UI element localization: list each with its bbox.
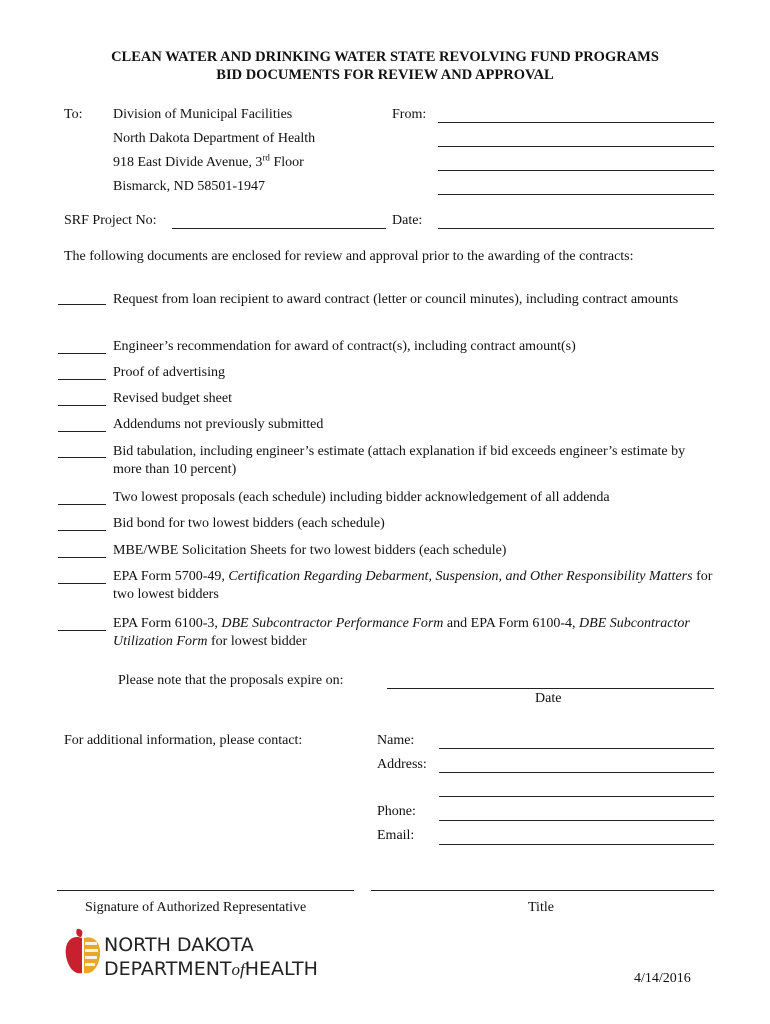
contact-address-label: Address: [377, 757, 427, 772]
from-line-2[interactable] [438, 146, 714, 147]
to-address-line4: Bismarck, ND 58501-1947 [113, 179, 266, 194]
to-address-line1: Division of Municipal Facilities [113, 107, 293, 122]
contact-email-field[interactable] [439, 844, 714, 845]
checklist-item-9: MBE/WBE Solicitation Sheets for two lowest bidders (each schedule) [113, 543, 507, 558]
expire-date-caption: Date [535, 691, 562, 706]
from-line-4[interactable] [438, 194, 714, 195]
contact-name-label: Name: [377, 733, 415, 748]
from-line-1[interactable] [438, 122, 714, 123]
logo-text-line2: DEPARTMENTofHEALTH [104, 958, 318, 980]
contact-email-label: Email: [377, 828, 415, 843]
checklist-blank-10[interactable] [58, 583, 106, 584]
contact-label: For additional information, please contact: [64, 733, 303, 748]
footer-date: 4/14/2016 [634, 971, 691, 986]
signature-line[interactable] [57, 890, 354, 891]
checklist-item-6: Bid tabulation, including engineer’s estimate (attach explanation if bid exceeds engineer’s estimate by more than 10 percent) [113, 444, 686, 477]
to-label: To: [64, 107, 83, 122]
checklist-blank-9[interactable] [58, 557, 106, 558]
checklist-item-7: Two lowest proposals (each schedule) including bidder acknowledgement of all addenda [113, 490, 610, 505]
checklist-item-4: Revised budget sheet [113, 391, 232, 406]
checklist-blank-8[interactable] [58, 530, 106, 531]
from-label: From: [392, 107, 427, 122]
checklist-item-8: Bid bond for two lowest bidders (each schedule) [113, 516, 385, 531]
checklist-item-10: EPA Form 5700-49, Certification Regarding Debarment, Suspension, and Other Responsibility Matters for two lowest bidders [113, 569, 713, 602]
checklist-blank-7[interactable] [58, 504, 106, 505]
nd-health-apple-logo-icon [63, 926, 103, 978]
logo-text-line1: NORTH DAKOTA [104, 934, 254, 956]
title-label: Title [528, 900, 554, 915]
form-title-line1: CLEAN WATER AND DRINKING WATER STATE REVOLVING FUND PROGRAMS [111, 49, 659, 65]
contact-address-field-2[interactable] [439, 796, 714, 797]
checklist-blank-4[interactable] [58, 405, 106, 406]
to-address-line2: North Dakota Department of Health [113, 131, 316, 146]
from-line-3[interactable] [438, 170, 714, 171]
checklist-item-3: Proof of advertising [113, 365, 225, 380]
to-address-line3: 918 East Divide Avenue, 3rd Floor [113, 152, 304, 170]
title-line[interactable] [371, 890, 714, 891]
contact-address-field-1[interactable] [439, 772, 714, 773]
contact-phone-label: Phone: [377, 804, 416, 819]
checklist-blank-5[interactable] [58, 431, 106, 432]
expire-label: Please note that the proposals expire on: [118, 673, 344, 688]
srf-project-label: SRF Project No: [64, 213, 157, 228]
checklist-item-1: Request from loan recipient to award contract (letter or council minutes), including contract amounts [113, 292, 679, 307]
form-title-line2: BID DOCUMENTS FOR REVIEW AND APPROVAL [216, 67, 554, 83]
date-label: Date: [392, 213, 423, 228]
checklist-blank-6[interactable] [58, 457, 106, 458]
checklist-item-5: Addendums not previously submitted [113, 417, 324, 432]
contact-name-field[interactable] [439, 748, 714, 749]
contact-phone-field[interactable] [439, 820, 714, 821]
signature-label: Signature of Authorized Representative [85, 900, 307, 915]
checklist-blank-11[interactable] [58, 630, 106, 631]
checklist-blank-3[interactable] [58, 379, 106, 380]
checklist-blank-2[interactable] [58, 353, 106, 354]
date-field[interactable] [438, 228, 714, 229]
expire-date-field[interactable] [387, 688, 714, 689]
checklist-blank-1[interactable] [58, 304, 106, 305]
checklist-item-11: EPA Form 6100-3, DBE Subcontractor Performance Form and EPA Form 6100-4, DBE Subcontractor Utilization Form for lowest bidder [113, 616, 690, 649]
checklist-item-2: Engineer’s recommendation for award of contract(s), including contract amount(s) [113, 339, 576, 354]
srf-project-field[interactable] [172, 228, 386, 229]
intro-text: The following documents are enclosed for review and approval prior to the awarding of the contracts: [64, 249, 634, 264]
